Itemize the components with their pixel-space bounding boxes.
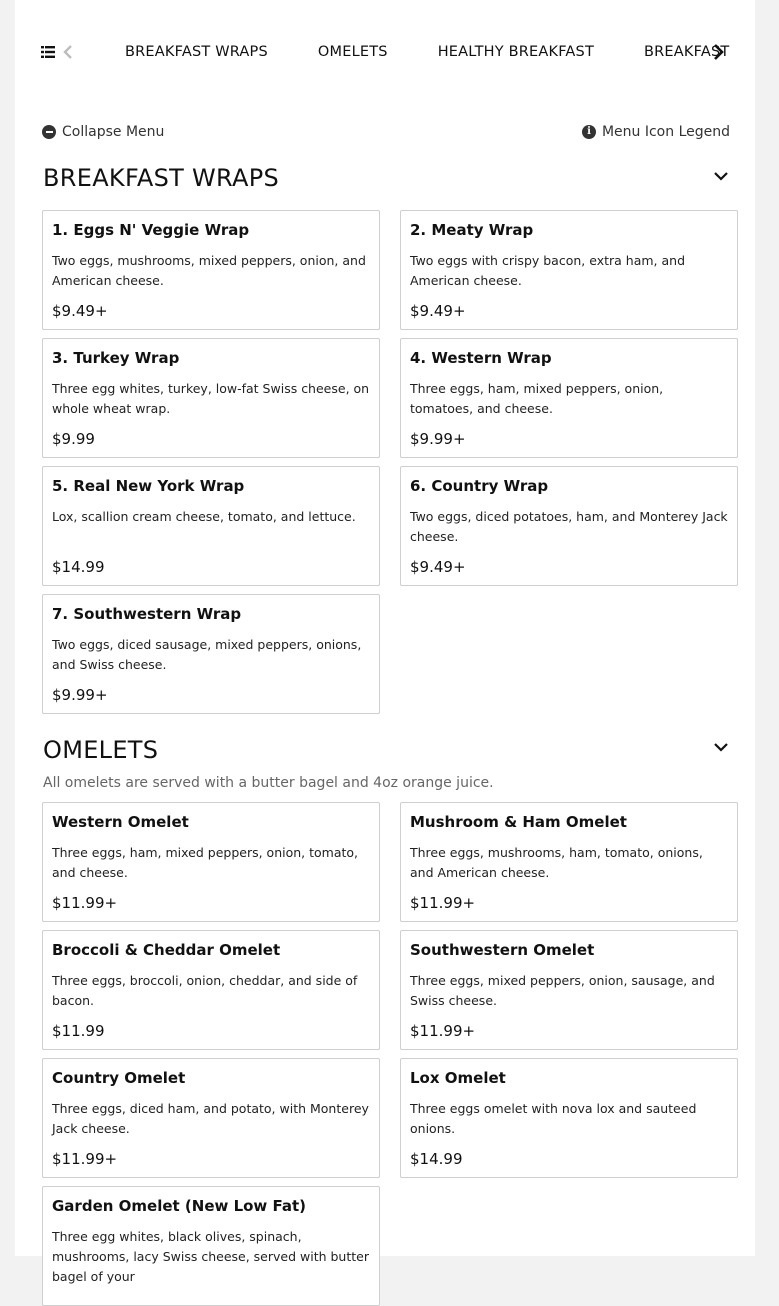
- tab-breakfast[interactable]: BREAKFAST: [644, 44, 730, 60]
- menu-item-card[interactable]: [42, 466, 380, 586]
- item-price: $9.49+: [52, 302, 108, 320]
- item-price: $11.99+: [52, 1150, 118, 1168]
- section-title-omelets: OMELETS: [43, 736, 159, 764]
- item-price: $9.99: [52, 430, 95, 448]
- item-name: Country Omelet: [52, 1069, 186, 1087]
- chevron-right-icon[interactable]: [712, 43, 726, 61]
- item-description: Three eggs, ham, mixed peppers, onion, tomato, and cheese.: [52, 845, 359, 880]
- chevron-down-icon[interactable]: [713, 171, 729, 181]
- item-description: Three eggs, ham, mixed peppers, onion, tomatoes, and cheese.: [410, 381, 664, 416]
- item-name: 2. Meaty Wrap: [410, 221, 534, 239]
- section-title-breakfast-wraps: BREAKFAST WRAPS: [43, 164, 280, 192]
- item-description: Three eggs, mixed peppers, onion, sausage, and Swiss cheese.: [410, 973, 715, 1008]
- menu-item-card[interactable]: [400, 1058, 738, 1178]
- item-price: $9.99+: [410, 430, 466, 448]
- item-description: Two eggs, diced sausage, mixed peppers, onions, and Swiss cheese.: [52, 637, 362, 672]
- menu-item-card[interactable]: [400, 338, 738, 458]
- category-tabs: [95, 36, 730, 70]
- item-name: Mushroom & Ham Omelet: [410, 813, 627, 831]
- category-nav: [15, 0, 755, 105]
- chevron-down-icon[interactable]: [713, 742, 729, 752]
- item-price: $11.99+: [52, 894, 118, 912]
- item-name: Broccoli & Cheddar Omelet: [52, 941, 281, 959]
- menu-page: [15, 0, 755, 1284]
- menu-item-card[interactable]: [42, 338, 380, 458]
- tab-omelets[interactable]: OMELETS: [317, 44, 388, 60]
- item-price: $11.99: [52, 1022, 105, 1040]
- item-description: Two eggs, diced potatoes, ham, and Monterey Jack cheese.: [410, 509, 728, 544]
- item-price: $14.99: [52, 558, 105, 576]
- menu-item-card[interactable]: [400, 930, 738, 1050]
- menu-icon-legend-button[interactable]: [582, 124, 730, 140]
- menu-item-card[interactable]: [42, 802, 380, 922]
- item-description: Three egg whites, turkey, low-fat Swiss cheese, on whole wheat wrap.: [52, 381, 370, 416]
- list-icon[interactable]: [41, 46, 55, 58]
- item-description: Lox, scallion cream cheese, tomato, and lettuce.: [52, 509, 356, 524]
- item-name: 3. Turkey Wrap: [52, 349, 180, 367]
- menu-item-card[interactable]: [400, 210, 738, 330]
- menu-item-card[interactable]: [42, 1186, 380, 1306]
- item-description: Three eggs omelet with nova lox and sauteed onions.: [410, 1101, 697, 1136]
- menu-item-card[interactable]: [400, 466, 738, 586]
- minus-circle-icon: [42, 125, 56, 139]
- item-name: Western Omelet: [52, 813, 189, 831]
- collapse-menu-button[interactable]: [42, 124, 164, 140]
- item-name: Southwestern Omelet: [410, 941, 595, 959]
- item-description: Three eggs, broccoli, onion, cheddar, and side of bacon.: [52, 973, 358, 1008]
- menu-icon-legend-label: Menu Icon Legend: [601, 124, 730, 140]
- item-name: 5. Real New York Wrap: [52, 477, 245, 495]
- menu-item-card[interactable]: [42, 1058, 380, 1178]
- item-name: 4. Western Wrap: [410, 349, 552, 367]
- section-description: All omelets are served with a butter bagel and 4oz orange juice.: [43, 775, 494, 791]
- item-name: Garden Omelet (New Low Fat): [52, 1197, 307, 1215]
- menu-item-card[interactable]: [400, 802, 738, 922]
- chevron-left-icon[interactable]: [62, 44, 74, 60]
- item-name: 1. Eggs N' Veggie Wrap: [52, 221, 250, 239]
- menu-item-card[interactable]: [42, 930, 380, 1050]
- tab-breakfast-wraps[interactable]: BREAKFAST WRAPS: [125, 44, 268, 60]
- item-name: Lox Omelet: [410, 1069, 506, 1087]
- item-price: $9.99+: [52, 686, 108, 704]
- item-description: Two eggs with crispy bacon, extra ham, and American cheese.: [410, 253, 685, 288]
- item-name: 7. Southwestern Wrap: [52, 605, 242, 623]
- item-name: 6. Country Wrap: [410, 477, 549, 495]
- collapse-menu-label: Collapse Menu: [62, 124, 165, 140]
- info-icon: i: [582, 125, 596, 139]
- item-description: Three eggs, mushrooms, ham, tomato, onions, and American cheese.: [410, 845, 703, 880]
- item-description: Three egg whites, black olives, spinach, mushrooms, lacy Swiss cheese, served with butter bagel of your: [52, 1229, 369, 1284]
- menu-item-card[interactable]: [42, 594, 380, 714]
- menu-controls: [15, 124, 755, 146]
- item-price: $9.49+: [410, 558, 466, 576]
- item-description: Two eggs, mushrooms, mixed peppers, onion, and American cheese.: [52, 253, 366, 288]
- item-price: $11.99+: [410, 1022, 476, 1040]
- item-description: Three eggs, diced ham, and potato, with Monterey Jack cheese.: [52, 1101, 369, 1136]
- tab-healthy-breakfast[interactable]: HEALTHY BREAKFAST: [437, 44, 594, 60]
- item-price: $9.49+: [410, 302, 466, 320]
- item-price: $14.99: [410, 1150, 463, 1168]
- menu-item-card[interactable]: [42, 210, 380, 330]
- item-price: $11.99+: [410, 894, 476, 912]
